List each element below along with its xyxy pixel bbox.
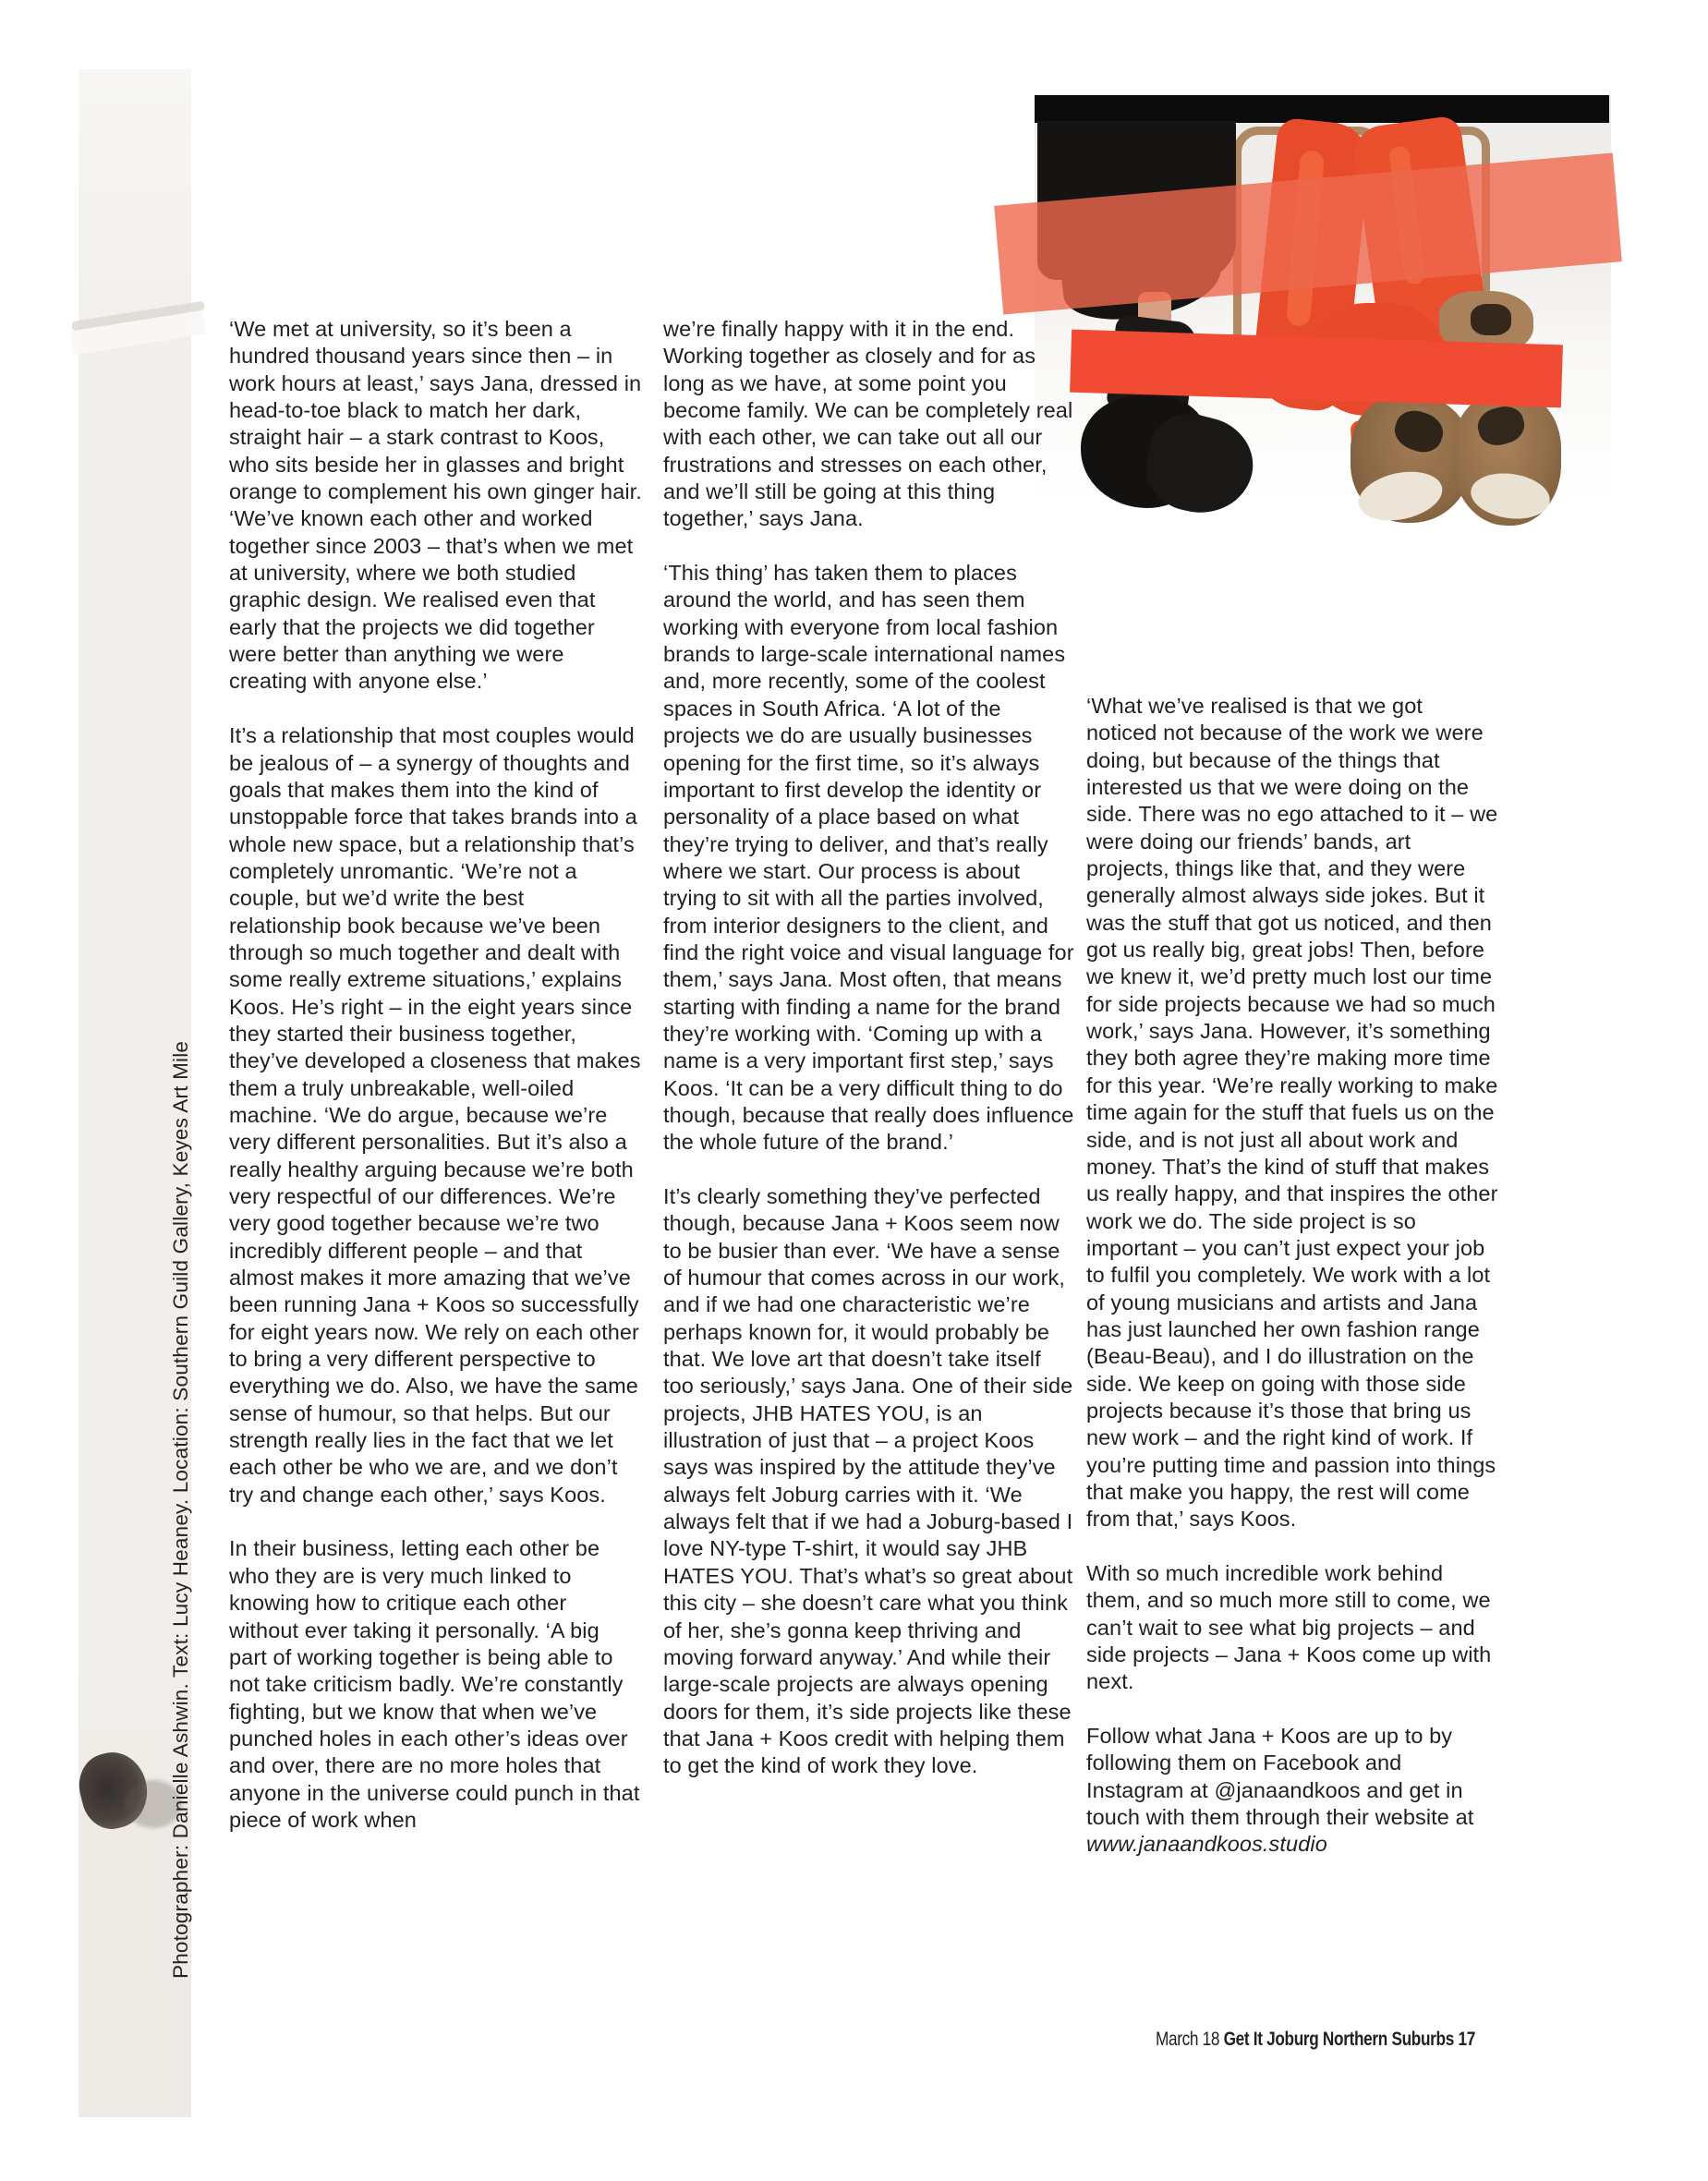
article-column-2 bbox=[663, 316, 1076, 1807]
boot-laces bbox=[1471, 304, 1511, 335]
article-paragraph: In their business, letting each other be who they are is very much linked to knowing how to critique each other without ever taking it personally. ‘A big part of working together is being able to not take criticism badly. We’re constantly fighting, but we know that when we’ve punched holes in each other’s ideas over and over, there are no more holes that anyone in the universe could punch in that piece of work when bbox=[229, 1536, 640, 1832]
article-column-1 bbox=[229, 316, 642, 1861]
article-paragraph: With so much incredible work behind them, and so much more still to come, we can’t wait to see what big projects – and side projects – Jana + Koos come up with next. bbox=[1086, 1561, 1492, 1694]
article-paragraph: ‘This thing’ has taken them to places around the world, and has seen them working with everyone from local fashion brands to large-scale international names and, more recently, some of the coolest spaces in South Africa. ‘A lot of the projects we do are usually businesses opening for the first time, so it’s always important to first develop the identity or personality of a place based on what they’re trying to deliver, and that’s really where we start. Our process is about trying to sit with all the parties involved, from interior designers to the client, and find the right voice and visual language for them,’ says Jana. Most often, that means starting with finding a name for the brand they’re working with. ‘Coming up with a name is a very important first step,’ says Koos. ‘It can be a very difficult thing to do though, because that really does influence the whole future of the brand.’ bbox=[663, 561, 1074, 1155]
right-person-brown-boot-2 bbox=[1452, 393, 1561, 526]
page-footer bbox=[1156, 2029, 1475, 2051]
credits-vertical bbox=[169, 950, 197, 1979]
article-paragraph: we’re finally happy with it in the end. Working together as closely and for as long as we have, at some point you become family. We can be completely real with each other, we can take out all our frustrations and stresses on each other, and we’ll still be going at this thing together,’ says Jana. bbox=[663, 317, 1073, 531]
footer-publication: Get It Joburg Northern Suburbs bbox=[1223, 2029, 1455, 2050]
article-column-3 bbox=[1086, 693, 1499, 1885]
footer-issue: March 18 bbox=[1155, 2029, 1220, 2050]
article-paragraph: It’s clearly something they’ve perfected though, because Jana + Koos seem now to be busier than ever. ‘We have a sense of humour that comes across in our work, and if we had one characteristic we’re perhaps known for, it would probably be that. We love art that doesn’t take itself too seriously,’ says Jana. One of their side projects, JHB HATES YOU, is an illustration of just that – a project Koos says was inspired by the attitude they’ve always felt Joburg carries with it. ‘We always felt that if we had a Joburg-based I love NY-type T-shirt, it would say JHB HATES YOU. That’s what’s so great about this city – she doesn’t care what you think of her, she’s gonna keep thriving and moving forward anyway.’ And while their large-scale projects are always opening doors for them, it’s side projects like these that Jana + Koos credit with helping them to get the kind of work they love. bbox=[663, 1184, 1073, 1778]
credits-text: Photographer: Danielle Ashwin. Text: Lucy Heaney. Location: Southern Guild Gallery, Keyes Art Mile bbox=[169, 1040, 192, 1979]
article-paragraph: It’s a relationship that most couples would be jealous of – a synergy of thoughts and goals that makes them into the kind of unstoppable force that takes brands into a whole new space, but a relationship that’s completely unromantic. ‘We’re not a couple, but we’d write the best relationship book because we’ve been through so much together and dealt with some really extreme situations,’ explains Koos. He’s right – in the eight years since they started their business together, they’ve developed a closeness that makes them a truly unbreakable, well-oiled machine. ‘We do argue, because we’re very different personalities. But it’s also a really healthy arguing because we’re both very respectful of our differences. We’re very good together because we’re two incredibly different people – and that almost makes it more amazing that we’ve been running Jana + Koos so successfully for eight years now. We rely on each other to bring a very different perspective to everything we do. Also, we have the same sense of humour, so that helps. But our strength really lies in the fact that we let each other be who we are, and we don’t try and change each other,’ says Koos. bbox=[229, 723, 641, 1507]
article-paragraph: ‘We met at university, so it’s been a hundred thousand years since then – in work hours at least,’ says Jana, dressed in head-to-toe black to match her dark, straight hair – a stark contrast to Koos, who sits beside her in glasses and bright orange to complement his own ginger hair. ‘We’ve known each other and worked together since 2003 – that’s when we met at university, where we both studied graphic design. We realised even that early that the projects we did together were better than anything we were creating with anyone else.’ bbox=[229, 317, 642, 694]
boot-laces bbox=[1474, 402, 1529, 450]
boot-fur-trim bbox=[1354, 465, 1447, 527]
follow-text: Follow what Jana + Koos are up to by following them on Facebook and Instagram at @janaandkoos and get in touch with them through their website at bbox=[1086, 1724, 1474, 1830]
article-paragraph: ‘What we’ve realised is that we got noticed not because of the work we were doing, but because of the things that interested us that we were doing on the side. There was no ego attached to it – we were doing our friends’ bands, art projects, things like that, and they were generally almost always side jokes. But it was the stuff that got us noticed, and then got us really big, great jobs! Then, before we knew it, we’d pretty much lost our time for side projects because we had so much work,’ says Jana. However, it’s something they both agree they’re making more time for this year. ‘We’re really working to make time again for the stuff that fuels us on the side, and is not just all about work and money. That’s the kind of stuff that makes us really happy, and that inspires the other work we do. The side project is so important – you can’t just expect your job to fulfil you completely. We work with a lot of young musicians and artists and Jana has just launched her own fashion range (Beau-Beau), and I do illustration on the side. We keep on going with those side projects because it’s those that bring us new work – and the right kind of work. If you’re putting time and passion into things that make you happy, the rest will come from that,’ says Koos. bbox=[1086, 694, 1498, 1532]
photo-black-bar bbox=[1035, 95, 1609, 123]
boot-laces bbox=[1389, 405, 1448, 457]
article-paragraph-follow bbox=[1086, 1723, 1499, 1859]
website-url: www.janaandkoos.studio bbox=[1086, 1832, 1327, 1857]
footer-page-number: 17 bbox=[1458, 2029, 1475, 2050]
boot-fur-trim bbox=[1468, 468, 1553, 524]
